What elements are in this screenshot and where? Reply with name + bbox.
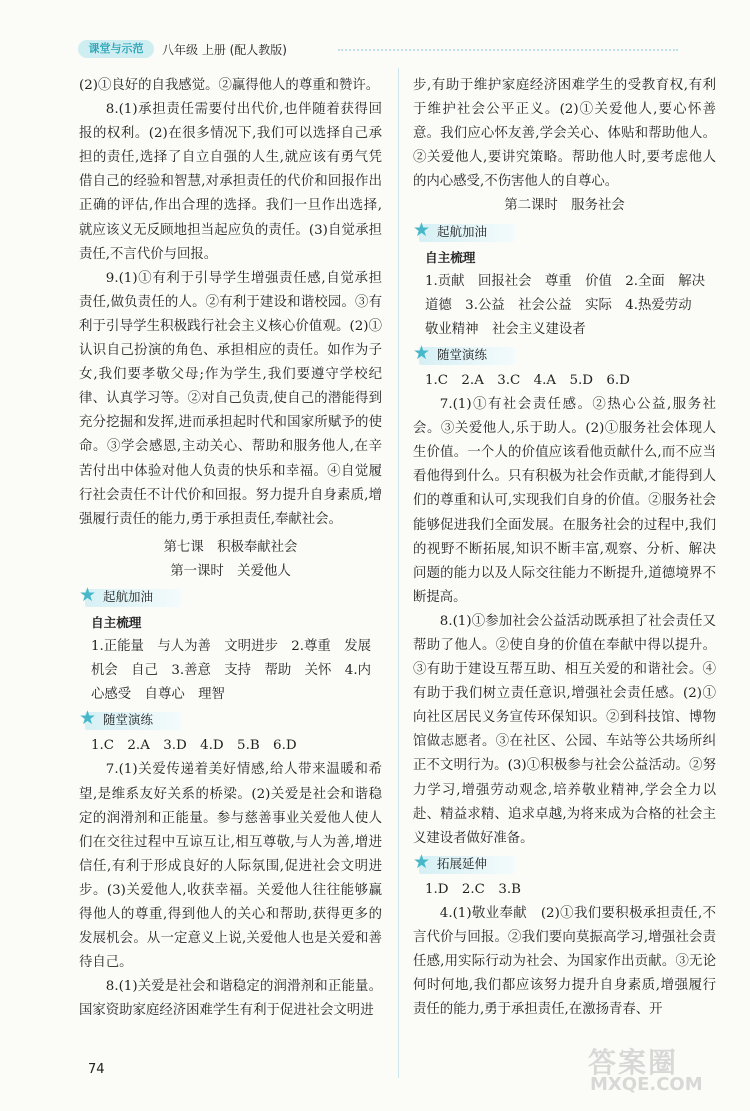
choice-answers: 1.D 2.C 3.B	[425, 881, 521, 897]
page-header	[78, 40, 688, 60]
answer-7: 7.(1)关爱传递着美好情感,给人带来温暖和希望,是维系友好关系的桥梁。(2)关爱是社会和谐稳定的润滑剂和正能量。参与慈善事业关爱他人使人们在交往过程中互谅互让,相互尊敬,与人为善,增进信任,有利于形成良好的人际氛围,促进社会文明进步。(3)关爱他人,收获幸福。关爱他人往往能够赢得他人的尊重,得到他人的关心和帮助,获得更多的发展机会。从一定意义上说,关爱他人也是关爱和善待自己。	[79, 762, 382, 971]
star-icon: ★	[413, 341, 431, 364]
lesson-title: 第七课 积极奉献社会	[163, 539, 298, 555]
section-label: ★ 随堂演练	[413, 345, 716, 365]
header-divider	[338, 49, 678, 51]
choice-answers: 1.C 2.A 3.C 4.A 5.D 6.D	[425, 372, 630, 388]
page-number: 74	[88, 1062, 105, 1077]
watermark-logo: 答案圈 MXQE.COM	[588, 1046, 703, 1095]
choice-answers: 1.C 2.A 3.D 4.D 5.B 6.D	[91, 738, 297, 754]
fill-answers: 1.正能量 与人为善 文明进步 2.尊重 发展机会 自己 3.善意 支持 帮助 关怀 4.内心感受 自尊心 理智	[91, 639, 371, 703]
right-column	[413, 74, 719, 1022]
star-icon: ★	[79, 707, 97, 730]
section-label: ★ 随堂演练	[79, 710, 382, 730]
period-title: 第一课时 关爱他人	[170, 563, 291, 579]
subsection-title: 自主梳理	[91, 614, 142, 630]
star-icon: ★	[413, 218, 431, 241]
answer-text: 步,有助于维护家庭经济困难学生的受教育权,有利于维护社会公平正义。(2)①关爱他人,要心怀善意。我们应心怀友善,学会关心、体贴和帮助他人。②关爱他人,要讲究策略。帮助他人时,要考虑他人的内心感受,不伤害他人的自尊心。	[413, 78, 716, 190]
section-label: ★ 起航加油	[413, 222, 716, 242]
answer-8: 8.(1)①参加社会公益活动既承担了社会责任又帮助了他人。②使自身的价值在奉献中得以提升。③有助于建设互帮互助、相互关爱的和谐社会。④有助于我们树立责任意识,增强社会责任感。(2)①向社区居民义务宣传环保知识。②到科技馆、博物馆做志愿者。③在社区、公园、车站等公共场所纠正不文明行为。(3)①积极参与社会公益活动。②努力学习,增强劳动观念,培养敬业精神,学会全力以赴、精益求精、追求卓越,为将来成为合格的社会主义建设者做好准备。	[413, 613, 716, 846]
fill-answers: 1.贡献 回报社会 尊重 价值 2.全面 解决 道德 3.公益 社会公益 实际 4.热爱劳动 敬业精神 社会主义建设者	[425, 273, 719, 337]
answer-9: 9.(1)①有利于引导学生增强责任感,自觉承担责任,做负责任的人。②有利于建设和谐校园。③有利于引导学生积极践行社会主义核心价值观。(2)①认识自己扮演的角色、承担相应的责任。如作为子女,我们要孝敬父母;作为学生,我们要遵守学校纪律、认真学习等。②对自己负责,使自己的潜能得到充分挖掘和发挥,进而承担起时代和国家所赋予的使命。③学会感恩,主动关心、帮助和服务他人,在辛苦付出中体验对他人负责的快乐和幸福。④自觉履行社会责任不计代价和回报。努力提升自身素质,增强履行责任的能力,勇于承担责任,奉献社会。	[79, 270, 382, 527]
book-brand-badge: 课堂与示范	[78, 40, 154, 58]
grade-label: 八年级 上册 (配人教版)	[162, 43, 287, 57]
column-divider	[398, 68, 399, 1078]
star-icon: ★	[413, 850, 431, 873]
answer-7: 7.(1)①有社会责任感。②热心公益,服务社会。③关爱他人,乐于助人。(2)①服务社会体现人生价值。一个人的价值应该看他贡献什么,而不应当看他得到什么。只有积极为社会作贡献,才能得到人们的尊重和认可,实现我们自身的价值。②服务社会能够促进我们全面发展。在服务社会的过程中,我们的视野不断拓展,知识不断丰富,观察、分析、解决问题的能力以及人际交往能力不断提升,道德境界不断提高。	[413, 397, 716, 605]
star-icon: ★	[79, 583, 97, 606]
answer-4: 4.(1)敬业奉献 (2)①我们要积极承担责任,不言代价与回报。②我们要向莫振高学习,增强社会责任感,用实际行动为社会、为国家作出贡献。③无论何时何地,我们都应该努力提升自身素质,增强履行责任的能力,勇于承担责任,在激扬青春、开	[413, 905, 716, 1018]
subsection-title: 自主梳理	[425, 249, 476, 265]
left-column	[79, 74, 382, 1023]
period-title: 第二课时 服务社会	[504, 198, 625, 214]
answer-8: 8.(1)承担责任需要付出代价,也伴随着获得回报的权利。(2)在很多情况下,我们可以选择自己承担的责任,选择了自立自强的人生,就应该有勇气凭借自己的经验和智慧,对承担责任的代价和回报作出正确的评估,作出合理的选择。我们一旦作出选择,就应该义无反顾地担当起应负的责任。(3)自觉承担责任,不言代价与回报。	[79, 102, 382, 262]
section-label: ★ 起航加油	[79, 587, 382, 607]
answer-8: 8.(1)关爱是社会和谐稳定的润滑剂和正能量。国家资助家庭经济困难学生有利于促进社会文明进	[79, 979, 382, 1019]
answer-text: (2)①良好的自我感觉。②赢得他人的尊重和赞许。	[79, 78, 380, 93]
section-label: ★ 拓展延伸	[413, 854, 716, 874]
